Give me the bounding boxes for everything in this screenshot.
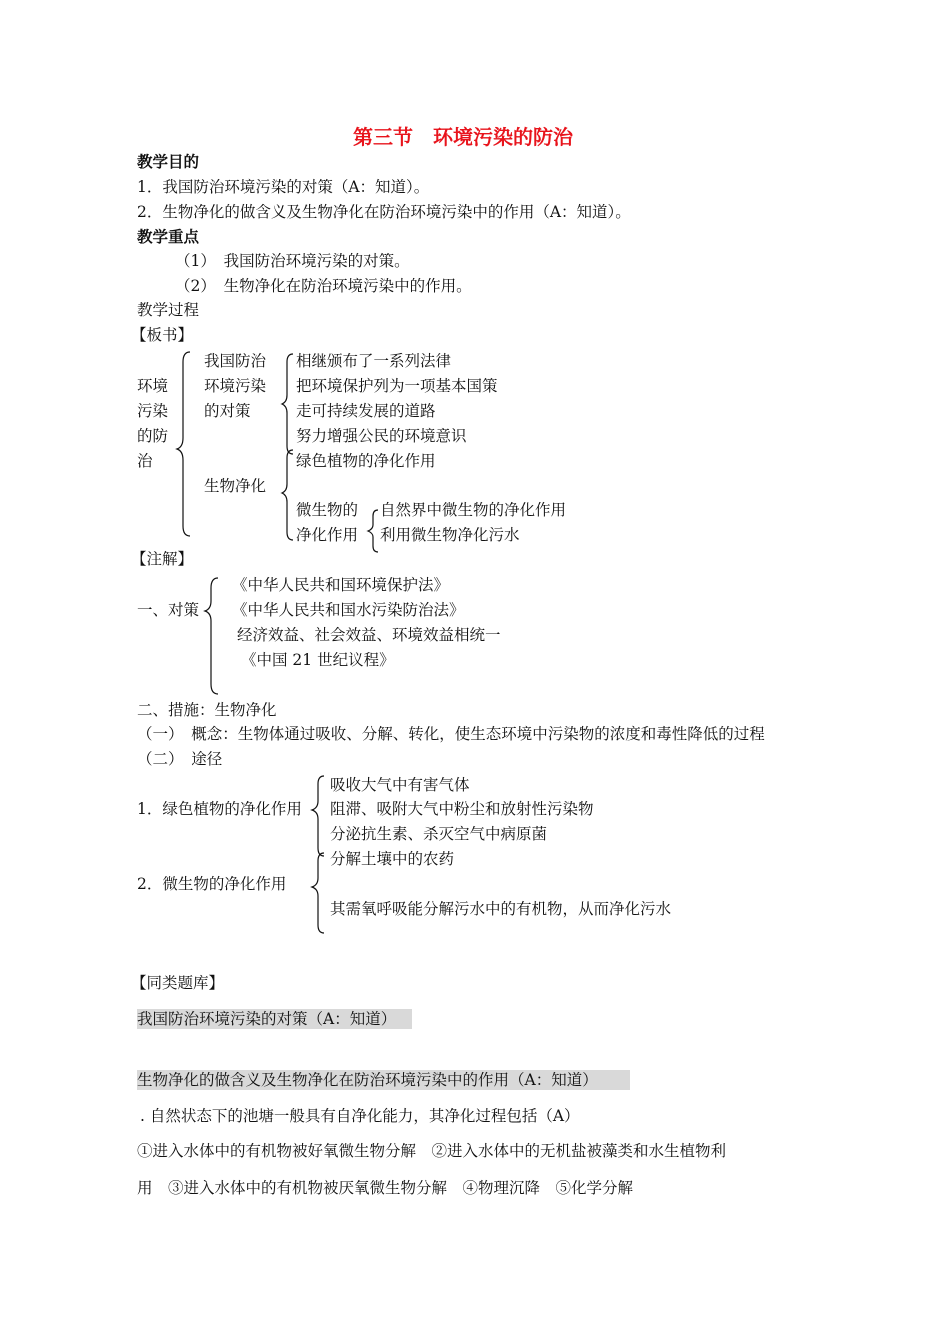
- section-two-heading: 二、措施：生物净化: [137, 701, 277, 719]
- concept-text: （一） 概念：生物体通过吸收、分解、转化，使生态环境中污染物的浓度和毒性降低的过程: [137, 725, 765, 743]
- board-branch1-line: 环境污染: [204, 377, 267, 395]
- page-title: 第三节 环境污染的防治: [353, 125, 573, 149]
- route-item: 分解土壤中的农药: [330, 850, 455, 868]
- board-micro-item: 自然界中微生物的净化作用: [380, 501, 567, 519]
- board-root-line: 污染: [137, 402, 169, 420]
- bank-topic: 生物净化的做含义及生物净化在防治环境污染中的作用（A：知道）: [137, 1070, 630, 1090]
- board-root-line: 环境: [137, 377, 169, 395]
- microbes-label: 2．微生物的净化作用: [137, 875, 287, 893]
- route-item: 阻滞、吸附大气中粉尘和放射性污染物: [330, 800, 594, 818]
- question-options: 用 ③进入水体中的有机物被厌氧微生物分解 ④物理沉降 ⑤化学分解: [137, 1179, 634, 1197]
- routes-heading: （二） 途径: [137, 750, 223, 768]
- bank-heading: 【同类题库】: [131, 974, 225, 992]
- route-item: 其需氧呼吸能分解污水中的有机物，从而净化污水: [330, 900, 672, 918]
- key-point-item: （2） 生物净化在防治环境污染中的作用。: [175, 277, 472, 295]
- measure-item: 经济效益、社会效益、环境效益相统一: [237, 626, 501, 644]
- board-branch1-item: 相继颁布了一系列法律: [296, 352, 452, 370]
- key-points-heading: 教学重点: [137, 228, 200, 246]
- board-heading: 【板书】: [131, 326, 194, 344]
- board-branch1-line: 我国防治: [204, 352, 267, 370]
- objective-item: 1．我国防治环境污染的对策（A：知道）。: [137, 178, 430, 196]
- board-root-line: 治: [137, 452, 153, 470]
- green-plants-label: 1．绿色植物的净化作用: [137, 800, 302, 818]
- board-branch2-item: 绿色植物的净化作用: [296, 452, 436, 470]
- board-branch1-item: 走可持续发展的道路: [296, 402, 436, 420]
- process-heading: 教学过程: [137, 301, 200, 319]
- board-branch1-line: 的对策: [204, 402, 251, 420]
- board-branch1-item: 把环境保护列为一项基本国策: [296, 377, 498, 395]
- board-micro-label: 微生物的: [296, 501, 359, 519]
- board-micro-label: 净化作用: [296, 526, 359, 544]
- board-branch2-label: 生物净化: [204, 477, 267, 495]
- measures-label: 一、对策: [137, 601, 200, 619]
- notes-heading: 【注解】: [131, 550, 194, 568]
- board-root-line: 的防: [137, 427, 169, 445]
- objective-item: 2．生物净化的做含义及生物净化在防治环境污染中的作用（A：知道）。: [137, 203, 631, 221]
- board-branch1-item: 努力增强公民的环境意识: [296, 427, 467, 445]
- board-branch2-brace: [281, 448, 297, 548]
- route-item: 吸收大气中有害气体: [330, 776, 470, 794]
- route-item: 分泌抗生素、杀灭空气中病原菌: [330, 825, 548, 843]
- board-root-brace: [176, 350, 196, 540]
- board-micro-brace: [367, 508, 381, 554]
- board-branch1-brace: [281, 352, 297, 460]
- objectives-heading: 教学目的: [137, 153, 200, 171]
- measure-item: 《中华人民共和国环境保护法》: [232, 576, 450, 594]
- board-micro-item: 利用微生物净化污水: [380, 526, 520, 544]
- question-options: ①进入水体中的有机物被好氧微生物分解 ②进入水体中的无机盐被藻类和水生植物利: [137, 1142, 727, 1160]
- measures-brace: [204, 576, 224, 698]
- microbes-brace: [311, 851, 329, 939]
- question-text: . 自然状态下的池塘一般具有自净化能力，其净化过程包括（A）: [140, 1107, 580, 1125]
- measure-item: 《中国 21 世纪议程》: [241, 651, 395, 669]
- bank-topic: 我国防治环境污染的对策（A：知道）: [137, 1009, 412, 1029]
- key-point-item: （1） 我国防治环境污染的对策。: [175, 252, 410, 270]
- green-plants-brace: [311, 774, 329, 862]
- measure-item: 《中华人民共和国水污染防治法》: [232, 601, 465, 619]
